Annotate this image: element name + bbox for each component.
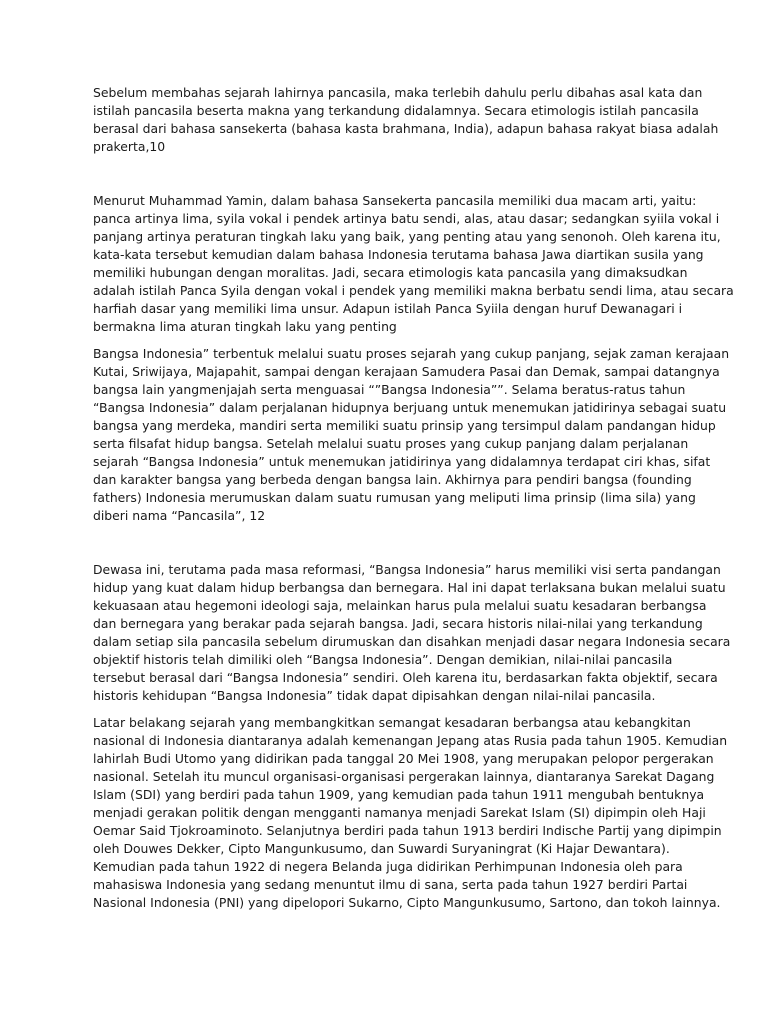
text-line: historis kehidupan “Bangsa Indonesia” tidak dapat dipisahkan dengan nilai-nilai pancasila. — [93, 688, 656, 703]
text-line: diberi nama “Pancasila”, 12 — [93, 508, 266, 523]
text-line: berasal dari bahasa sansekerta (bahasa kasta brahmana, India), adapun bahasa rakyat biasa adalah — [93, 121, 719, 136]
text-line: memiliki hubungan dengan moralitas. Jadi, secara etimologis kata pancasila yang dimaksudkan — [93, 265, 688, 280]
text-line: hidup yang kuat dalam hidup berbangsa dan bernegara. Hal ini dapat terlaksana bukan melalui suatu — [93, 580, 726, 595]
text-line: bermakna lima aturan tingkah laku yang penting — [93, 319, 397, 334]
text-line: serta filsafat hidup bangsa. Setelah melalui suatu proses yang cukup panjang dalam perjalanan — [93, 436, 689, 451]
text-line: nasional. Setelah itu muncul organisasi-organisasi pergerakan lainnya, diantaranya Sarekat Dagang — [93, 769, 715, 784]
text-line: Nasional Indonesia (PNI) yang dipelopori Sukarno, Cipto Mangunkusumo, Sartono, dan tokoh lainnya. — [93, 895, 721, 910]
text-line: nasional di Indonesia diantaranya adalah kemenangan Jepang atas Rusia pada tahun 1905. Kemudian — [93, 733, 728, 748]
text-line: Dewasa ini, terutama pada masa reformasi, “Bangsa Indonesia” harus memiliki visi serta pandangan — [93, 562, 721, 577]
text-line: mahasiswa Indonesia yang sedang menuntut ilmu di sana, serta pada tahun 1927 berdiri Partai — [93, 877, 688, 892]
paragraph-masa-reformasi — [93, 561, 731, 705]
text-line: dan karakter bangsa yang berbeda dengan bangsa lain. Akhirnya para pendiri bangsa (founding — [93, 472, 692, 487]
text-line: Kemudian pada tahun 1922 di negera Belanda juga didirikan Perhimpunan Indonesia oleh para — [93, 859, 683, 874]
text-line: menjadi gerakan politik dengan mengganti namanya menjadi Sarekat Islam (SI) dipimpin oleh Haji — [93, 805, 706, 820]
paragraph-latar-belakang-sejarah — [93, 714, 728, 912]
text-line: Bangsa Indonesia” terbentuk melalui suatu proses sejarah yang cukup panjang, sejak zaman kerajaan — [93, 346, 730, 361]
text-line: objektif historis telah dimiliki oleh “Bangsa Indonesia”. Dengan demikian, nilai-nilai pancasila — [93, 652, 673, 667]
text-line: bangsa yang merdeka, mandiri serta memiliki suatu prinsip yang tersimpul dalam pandangan hidup — [93, 418, 716, 433]
text-line: fathers) Indonesia merumuskan dalam suatu rumusan yang meliputi lima prinsip (lima sila) yang — [93, 490, 696, 505]
text-line: istilah pancasila beserta makna yang terkandung didalamnya. Secara etimologis istilah pancasila — [93, 103, 699, 118]
text-line: prakerta,10 — [93, 139, 166, 154]
text-line: Sebelum membahas sejarah lahirnya pancasila, maka terlebih dahulu perlu dibahas asal kata dan — [93, 85, 703, 100]
text-line: Islam (SDI) yang berdiri pada tahun 1909, yang kemudian pada tahun 1911 mengubah bentuknya — [93, 787, 705, 802]
text-line: harfiah dasar yang memiliki lima unsur. Adapun istilah Panca Syiila dengan huruf Dewanagari i — [93, 301, 683, 316]
text-line: oleh Douwes Dekker, Cipto Mangunkusumo, dan Suwardi Suryaningrat (Ki Hajar Dewantara). — [93, 841, 670, 856]
text-line: dan bernegara yang berakar pada sejarah bangsa. Jadi, secara historis nilai-nilai yang terkandung — [93, 616, 703, 631]
text-line: “Bangsa Indonesia” dalam perjalanan hidupnya berjuang untuk menemukan jatidirinya sebagai suatu — [93, 400, 727, 415]
text-line: kekuasaan atau hegemoni ideologi saja, melainkan harus pula melalui suatu kesadaran berbangsa — [93, 598, 707, 613]
text-line: dalam setiap sila pancasila sebelum dirumuskan dan disahkan menjadi dasar negara Indonesia secara — [93, 634, 731, 649]
text-line: kata-kata tersebut kemudian dalam bahasa Indonesia terutama bahasa Jawa diartikan susila yang — [93, 247, 704, 262]
paragraph-bangsa-indonesia — [93, 345, 730, 525]
text-line: Menurut Muhammad Yamin, dalam bahasa Sansekerta pancasila memiliki dua macam arti, yaitu: — [93, 193, 697, 208]
text-line: tersebut berasal dari “Bangsa Indonesia” sendiri. Oleh karena itu, berdasarkan fakta objektif, secara — [93, 670, 718, 685]
paragraph-etimologi — [93, 84, 719, 156]
paragraph-muhammad-yamin — [93, 192, 734, 336]
text-line: Latar belakang sejarah yang membangkitkan semangat kesadaran berbangsa atau kebangkitan — [93, 715, 691, 730]
text-line: Oemar Said Tjokroaminoto. Selanjutnya berdiri pada tahun 1913 berdiri Indische Partij yang dipimpin — [93, 823, 722, 838]
text-line: panjang artinya peraturan tingkah laku yang baik, yang penting atau yang senonoh. Oleh karena itu, — [93, 229, 721, 244]
text-line: Kutai, Sriwijaya, Majapahit, sampai dengan kerajaan Samudera Pasai dan Demak, sampai datangnya — [93, 364, 720, 379]
text-line: bangsa lain yangmenjajah serta menguasai “”Bangsa Indonesia””. Selama beratus-ratus tahun — [93, 382, 686, 397]
text-line: lahirlah Budi Utomo yang didirikan pada tanggal 20 Mei 1908, yang merupakan pelopor pergerakan — [93, 751, 714, 766]
text-line: sejarah “Bangsa Indonesia” untuk menemukan jatidirinya yang didalamnya terdapat ciri khas, sifat — [93, 454, 711, 469]
text-line: adalah istilah Panca Syila dengan vokal i pendek yang memiliki makna berbatu sendi lima, atau secara — [93, 283, 734, 298]
document-page — [93, 84, 734, 912]
text-line: panca artinya lima, syila vokal i pendek artinya batu sendi, alas, atau dasar; sedangkan syiila vokal i — [93, 211, 720, 226]
